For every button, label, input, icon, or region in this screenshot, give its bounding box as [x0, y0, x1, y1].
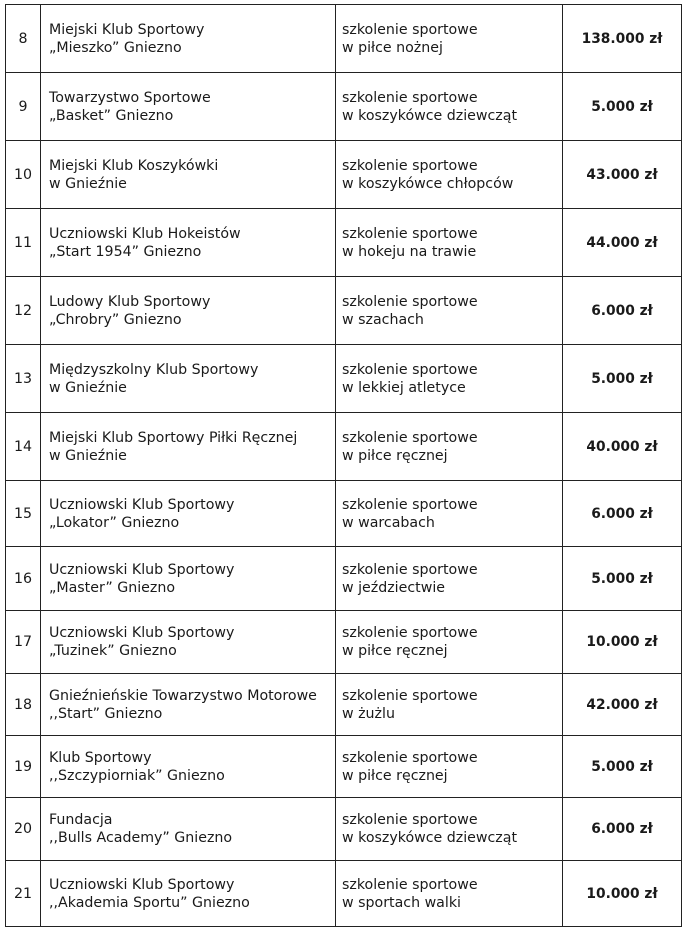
club-name-line-2: „Master” Gniezno [49, 579, 176, 596]
row-number: 10 [6, 141, 41, 209]
task-description-cell [336, 481, 563, 547]
club-name-line-2: ,,Szczypiorniak” Gniezno [49, 767, 225, 784]
club-name-line-1: Uczniowski Klub Sportowy [49, 561, 235, 578]
task-description-line-2: w żużlu [342, 705, 395, 722]
table-row [6, 481, 682, 547]
task-description-line-1: szkolenie sportowe [342, 876, 478, 893]
row-number: 12 [6, 277, 41, 345]
task-description-line-1: szkolenie sportowe [342, 625, 478, 641]
task-description-line-2: w piłce ręcznej [342, 447, 448, 464]
table-row [6, 141, 682, 209]
task-description-cell [336, 674, 563, 736]
task-description-cell [336, 861, 563, 927]
club-name-line-1: Miejski Klub Sportowy Piłki Ręcznej [49, 429, 298, 446]
club-name-cell [41, 141, 336, 209]
club-name-line-2: w Gnieźnie [49, 379, 127, 396]
task-description-line-2: w warcabach [342, 514, 435, 531]
club-name-line-1: Fundacja [49, 812, 113, 828]
club-name-cell [41, 345, 336, 413]
table-row [6, 736, 682, 798]
task-description-cell [336, 611, 563, 674]
task-description-line-2: w hokeju na trawie [342, 243, 477, 260]
table-row [6, 798, 682, 861]
table-row [6, 5, 682, 73]
club-name-line-1: Ludowy Klub Sportowy [49, 293, 211, 310]
grant-amount: 5.000 zł [563, 345, 682, 413]
task-description-line-1: szkolenie sportowe [342, 429, 478, 446]
grant-amount: 44.000 zł [563, 209, 682, 277]
club-name-line-2: „Mieszko” Gniezno [49, 39, 182, 56]
club-name-cell [41, 861, 336, 927]
grants-table [5, 4, 682, 927]
club-name-line-2: „Lokator” Gniezno [49, 514, 180, 531]
club-name-cell [41, 277, 336, 345]
grant-amount: 6.000 zł [563, 798, 682, 861]
club-name-line-2: w Gnieźnie [49, 175, 127, 192]
grant-amount: 10.000 zł [563, 861, 682, 927]
task-description-cell [336, 736, 563, 798]
club-name-line-1: Uczniowski Klub Sportowy [49, 496, 235, 513]
table-row [6, 345, 682, 413]
task-description-line-2: w piłce ręcznej [342, 767, 448, 784]
grant-amount: 5.000 zł [563, 736, 682, 798]
club-name-line-1: Miejski Klub Koszykówki [49, 157, 219, 174]
grant-amount: 6.000 zł [563, 481, 682, 547]
club-name-line-1: Gnieźnieńskie Towarzystwo Motorowe [49, 687, 317, 704]
task-description-line-2: w lekkiej atletyce [342, 379, 466, 396]
task-description-cell [336, 73, 563, 141]
grant-amount: 43.000 zł [563, 141, 682, 209]
task-description-line-1: szkolenie sportowe [342, 89, 478, 106]
club-name-line-2: ,,Akademia Sportu” Gniezno [49, 894, 250, 911]
row-number: 21 [6, 861, 41, 927]
task-description-line-1: szkolenie sportowe [342, 225, 478, 242]
table-row [6, 73, 682, 141]
table-row [6, 277, 682, 345]
row-number: 14 [6, 413, 41, 481]
task-description-line-1: szkolenie sportowe [342, 293, 478, 310]
club-name-cell [41, 5, 336, 73]
grant-amount: 40.000 zł [563, 413, 682, 481]
club-name-line-2: „Chrobry” Gniezno [49, 311, 182, 328]
row-number: 13 [6, 345, 41, 413]
task-description-line-1: szkolenie sportowe [342, 496, 478, 513]
club-name-line-1: Miejski Klub Sportowy [49, 21, 205, 38]
task-description-line-2: w koszykówce dziewcząt [342, 830, 518, 846]
club-name-cell [41, 798, 336, 861]
task-description-cell [336, 345, 563, 413]
club-name-cell [41, 736, 336, 798]
club-name-cell [41, 611, 336, 674]
task-description-line-2: w piłce nożnej [342, 39, 443, 56]
task-description-cell [336, 798, 563, 861]
task-description-cell [336, 141, 563, 209]
row-number: 15 [6, 481, 41, 547]
table-row [6, 547, 682, 611]
grant-amount: 42.000 zł [563, 674, 682, 736]
club-name-line-2: ,,Start” Gniezno [49, 705, 163, 722]
task-description-cell [336, 277, 563, 345]
club-name-cell [41, 413, 336, 481]
club-name-line-1: Uczniowski Klub Sportowy [49, 876, 235, 893]
table-row [6, 209, 682, 277]
table-row [6, 674, 682, 736]
row-number: 19 [6, 736, 41, 798]
task-description-line-1: szkolenie sportowe [342, 812, 478, 828]
club-name-line-1: Klub Sportowy [49, 749, 152, 766]
club-name-line-1: Uczniowski Klub Hokeistów [49, 225, 241, 242]
task-description-line-1: szkolenie sportowe [342, 361, 478, 378]
club-name-cell [41, 481, 336, 547]
task-description-cell [336, 547, 563, 611]
club-name-cell [41, 547, 336, 611]
club-name-line-1: Międzyszkolny Klub Sportowy [49, 361, 259, 378]
club-name-cell [41, 73, 336, 141]
grant-amount: 138.000 zł [563, 5, 682, 73]
club-name-line-1: Uczniowski Klub Sportowy [49, 625, 235, 641]
club-name-line-2: w Gnieźnie [49, 447, 127, 464]
table-row [6, 861, 682, 927]
row-number: 17 [6, 611, 41, 674]
task-description-line-2: w koszykówce dziewcząt [342, 107, 518, 124]
club-name-line-2: „Start 1954” Gniezno [49, 243, 202, 260]
task-description-line-1: szkolenie sportowe [342, 749, 478, 766]
club-name-cell [41, 209, 336, 277]
grant-amount: 5.000 zł [563, 547, 682, 611]
grant-amount: 5.000 zł [563, 73, 682, 141]
club-name-line-2: ,,Bulls Academy” Gniezno [49, 830, 233, 846]
row-number: 8 [6, 5, 41, 73]
task-description-cell [336, 209, 563, 277]
club-name-line-1: Towarzystwo Sportowe [49, 89, 211, 106]
task-description-line-2: w sportach walki [342, 894, 461, 911]
task-description-line-2: w jeździectwie [342, 579, 445, 596]
grant-amount: 10.000 zł [563, 611, 682, 674]
row-number: 18 [6, 674, 41, 736]
club-name-line-2: „Basket” Gniezno [49, 107, 174, 124]
task-description-line-2: w koszykówce chłopców [342, 175, 514, 192]
table-row [6, 611, 682, 674]
task-description-line-1: szkolenie sportowe [342, 157, 478, 174]
row-number: 16 [6, 547, 41, 611]
row-number: 20 [6, 798, 41, 861]
task-description-line-1: szkolenie sportowe [342, 687, 478, 704]
task-description-cell [336, 413, 563, 481]
task-description-line-2: w szachach [342, 311, 424, 328]
grant-amount: 6.000 zł [563, 277, 682, 345]
row-number: 11 [6, 209, 41, 277]
task-description-line-1: szkolenie sportowe [342, 21, 478, 38]
task-description-cell [336, 5, 563, 73]
club-name-line-2: „Tuzinek” Gniezno [49, 643, 177, 659]
table-row [6, 413, 682, 481]
task-description-line-1: szkolenie sportowe [342, 561, 478, 578]
club-name-cell [41, 674, 336, 736]
task-description-line-2: w piłce ręcznej [342, 643, 448, 659]
row-number: 9 [6, 73, 41, 141]
